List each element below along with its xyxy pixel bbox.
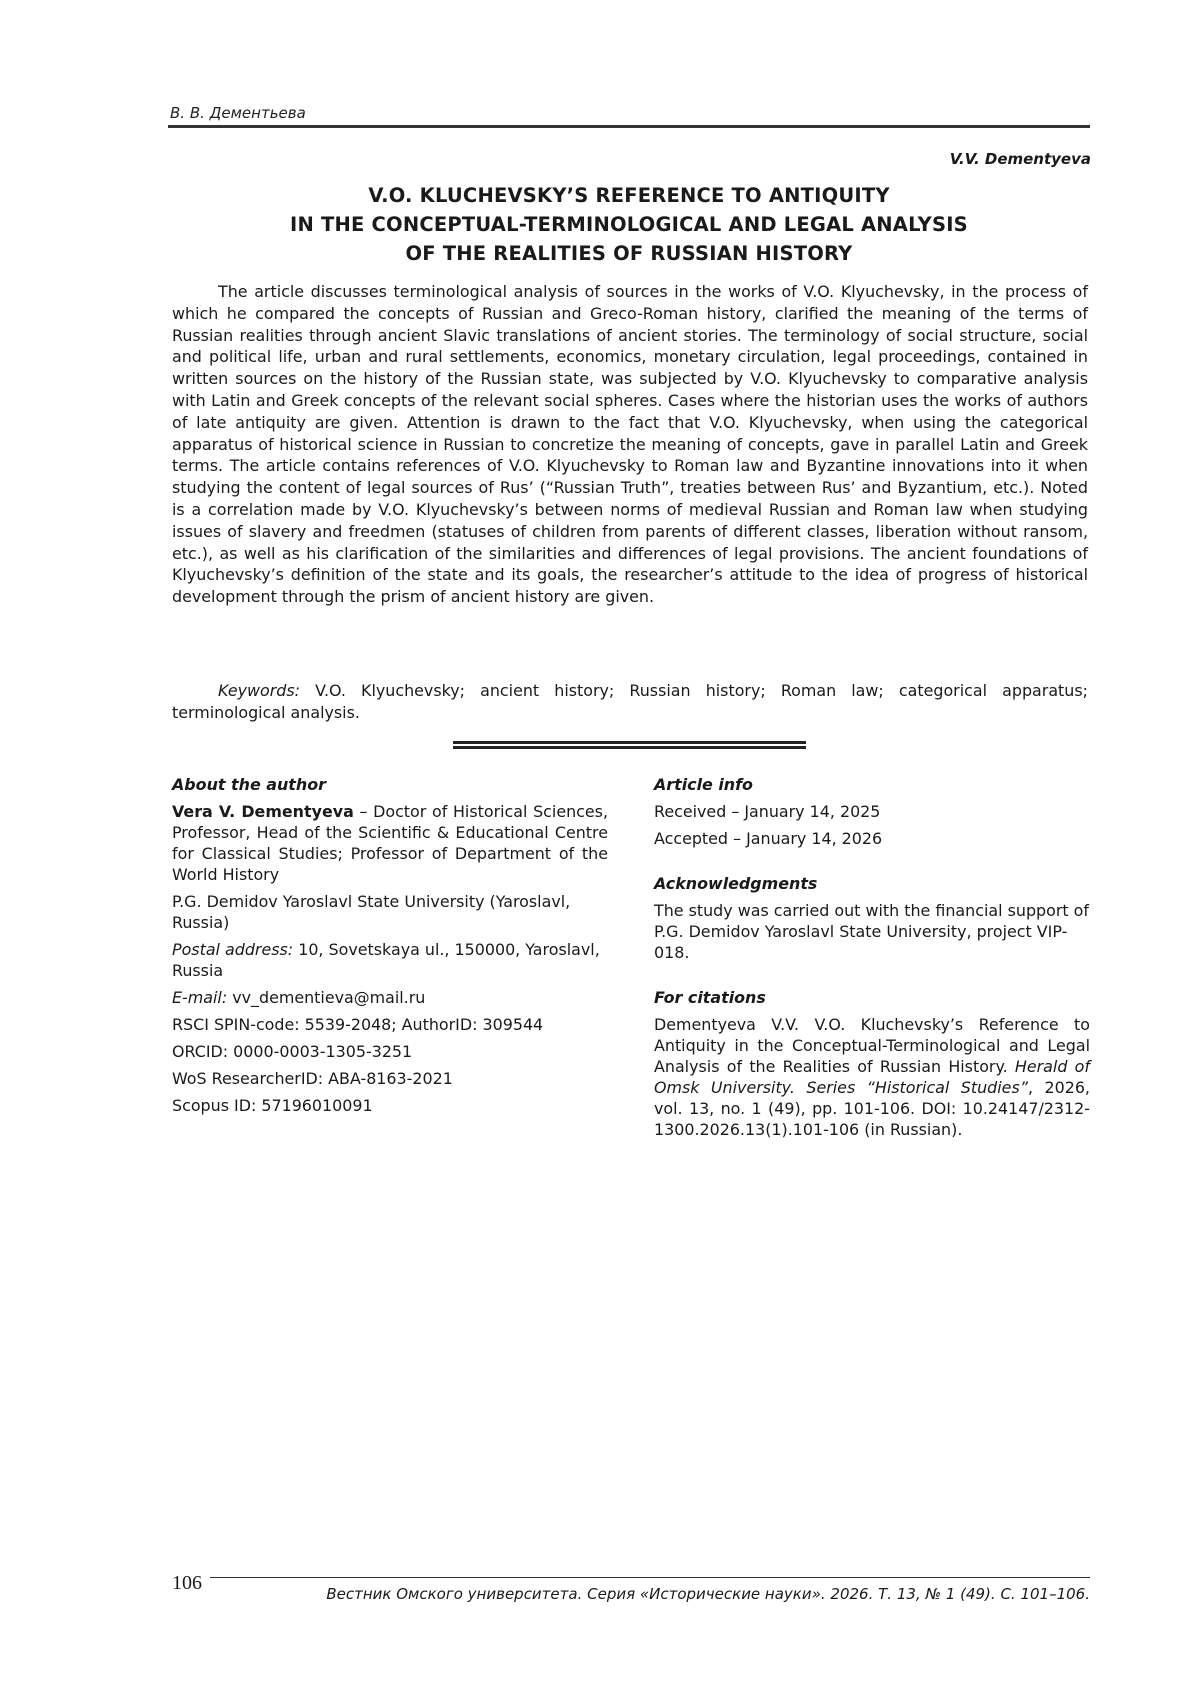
acknowledgments-text: The study was carried out with the financial support of P.G. Demidov Yaroslavl State University, project VIP-018. [654, 901, 1089, 962]
postal-label: Postal address: [172, 940, 294, 959]
title-line-2: IN THE CONCEPTUAL-TERMINOLOGICAL AND LEGAL ANALYSIS [290, 213, 968, 236]
article-info-heading: Article info [654, 775, 753, 794]
article-author: V.V. Dementyeva [949, 150, 1091, 168]
page-number: 106 [172, 1572, 202, 1594]
keywords [172, 680, 1088, 724]
spacer [654, 855, 1090, 873]
email-value[interactable]: vv_dementieva@mail.ru [227, 988, 426, 1007]
citation-text [654, 1014, 1090, 1140]
header-rule [168, 125, 1090, 128]
title-line-3: OF THE REALITIES OF RUSSIAN HISTORY [405, 242, 853, 265]
article-title [168, 181, 1090, 268]
postal-value: 10, Sovetskaya ul., 150000, Yaroslavl, Russia [172, 940, 600, 980]
article-info-column [654, 774, 1090, 1146]
section-separator [453, 741, 806, 749]
citation-tail: , 2026, vol. 13, no. 1 (49), pp. 101-106. DOI: 10.24147/2312-1300.2026.13(1).101-106 (in Russian). [654, 1078, 1090, 1139]
about-author-column [172, 774, 608, 1122]
citations-heading: For citations [654, 988, 766, 1007]
received-date: Received – January 14, 2025 [654, 802, 881, 821]
citation-lead: Dementyeva V.V. V.O. Kluchevsky’s Reference to Antiquity in the Conceptual-Terminological and Legal Analysis of the Realities of Russian History. [654, 1015, 1090, 1076]
author-full-name: Vera V. Dementyeva [172, 802, 354, 821]
journal-reference: Вестник Омского университета. Серия «Исторические науки». 2026. Т. 13, № 1 (49). С. 101–106. [326, 1585, 1090, 1603]
author-postal [172, 939, 608, 981]
citation-journal: Herald of Omsk University. Series “Historical Studies” [654, 1057, 1090, 1097]
running-head: В. В. Дементьева [170, 104, 306, 122]
author-bio [172, 801, 608, 885]
accepted-date: Accepted – January 14, 2026 [654, 829, 883, 848]
about-author-heading: About the author [172, 775, 326, 794]
keywords-label: Keywords: [218, 681, 301, 700]
author-wos: WoS ResearcherID: ABA-8163-2021 [172, 1069, 453, 1088]
author-email [172, 987, 608, 1008]
title-line-1: V.O. KLUCHEVSKY’S REFERENCE TO ANTIQUITY [368, 184, 890, 207]
email-label: E-mail: [172, 988, 228, 1007]
author-scopus: Scopus ID: 57196010091 [172, 1096, 373, 1115]
author-university: P.G. Demidov Yaroslavl State University (Yaroslavl, Russia) [172, 892, 571, 932]
author-rsci: RSCI SPIN-code: 5539-2048; AuthorID: 309544 [172, 1015, 544, 1034]
spacer [654, 969, 1090, 987]
keywords-text: V.O. Klyuchevsky; ancient history; Russian history; Roman law; categorical apparatus; terminological analysis. [172, 681, 1088, 722]
author-description: – Doctor of Historical Sciences, Professor, Head of the Scientific & Educational Centre for Classical Studies; Professor of Department of the World History [172, 802, 609, 884]
abstract: The article discusses terminological analysis of sources in the works of V.O. Klyuchevsky, in the process of which he compared the concepts of Russian and Greco-Roman history, clarified the meaning of the terms of Russian realities through ancient Slavic translations of ancient stories. The terminology of social structure, social and political life, urban and rural settlements, economics, monetary circulation, legal proceedings, contained in written sources on the history of the Russian state, was subjected by V.O. Klyuchevsky to comparative analysis with Latin and Greek concepts of the relevant social spheres. Cases where the historian uses the works of authors of late antiquity are given. Attention is drawn to the fact that V.O. Klyuchevsky, when using the categorical apparatus of historical science in Russian to concretize the meaning of concepts, gave in parallel Latin and Greek terms. The article contains references of V.O. Klyuchevsky to Roman law and Byzantine innovations into it when studying the content of legal sources of Rus’ (“Russian Truth”, treaties between Rus’ and Byzantium, etc.). Noted is a correlation made by V.O. Klyuchevsky’s between norms of medieval Russian and Roman law when studying issues of slavery and freedmen (statuses of children from parents of different classes, liberation without ransom, etc.), as well as his clarification of the similarities and differences of legal provisions. The ancient foundations of Klyuchevsky’s definition of the state and its goals, the researcher’s attitude to the idea of progress of historical development through the prism of ancient history are given. [172, 282, 1088, 607]
footer-rule [210, 1577, 1090, 1578]
acknowledgments-heading: Acknowledgments [654, 874, 818, 893]
author-orcid: ORCID: 0000-0003-1305-3251 [172, 1042, 413, 1061]
